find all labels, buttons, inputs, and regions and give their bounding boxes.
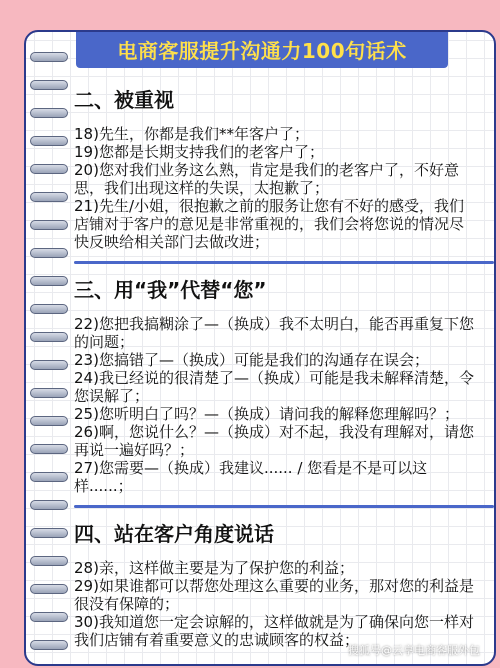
section-use-i xyxy=(56,274,482,508)
line-item: 18)先生，你都是我们**年客户了； xyxy=(74,125,309,143)
line-item: 30)我知道您一定会谅解的，这样做就是为了确保向您一样对我们店铺有着重要意义的忠诚顾客的权益； xyxy=(74,613,474,649)
line-item: 20)您对我们业务这么熟，肯定是我们的老客户了，不好意思，我们出现这样的失误，太抱歉了； xyxy=(74,161,459,197)
section-divider xyxy=(74,261,494,264)
line-item: 19)您都是长期支持我们的老客户了； xyxy=(74,143,324,161)
line-item: 22)您把我搞糊涂了—（换成）我不太明白，能否再重复下您的问题； xyxy=(74,315,474,351)
section-lines xyxy=(74,315,478,495)
section-customer-view xyxy=(56,518,482,649)
section-be-valued xyxy=(56,84,482,264)
section-divider xyxy=(74,505,494,508)
page-title: 电商客服提升沟通力100句话术 xyxy=(117,38,407,63)
line-item: 21)先生/小姐，很抱歉之前的服务让您有不好的感受，我们店铺对于客户的意见是非常重视的，我们会将您说的情况尽快反映给相关部门去做改进； xyxy=(74,197,465,251)
title-banner xyxy=(76,30,448,68)
section-lines xyxy=(74,559,478,649)
line-item: 27)您需要—（换成）我建议...... / 您看是不是可以这样......； xyxy=(74,459,428,495)
notebook-page xyxy=(24,30,496,666)
binding-ring xyxy=(30,52,68,62)
line-item: 24)我已经说的很清楚了—（换成）可能是我未解释清楚，令您误解了； xyxy=(74,369,474,405)
section-lines xyxy=(74,125,478,251)
watermark-text: 搜狐号@云享电商客服外包 xyxy=(348,644,480,657)
line-item: 28)亲，这样做主要是为了保护您的利益； xyxy=(74,559,354,577)
line-item: 26)啊，您说什么？—（换成）对不起，我没有理解对，请您再说一遍好吗？； xyxy=(74,423,474,459)
section-heading: 三、用“我”代替“您” xyxy=(74,278,267,302)
line-item: 23)您搞错了—（换成）可能是我们的沟通存在误会； xyxy=(74,351,429,369)
section-heading: 二、被重视 xyxy=(74,88,174,112)
content-area xyxy=(56,74,482,654)
line-item: 25)您听明白了吗？—（换成）请问我的解释您理解吗？； xyxy=(74,405,459,423)
line-item: 29)如果谁都可以帮您处理这么重要的业务，那对您的利益是很没有保障的； xyxy=(74,577,474,613)
section-heading: 四、站在客户角度说话 xyxy=(74,522,274,546)
